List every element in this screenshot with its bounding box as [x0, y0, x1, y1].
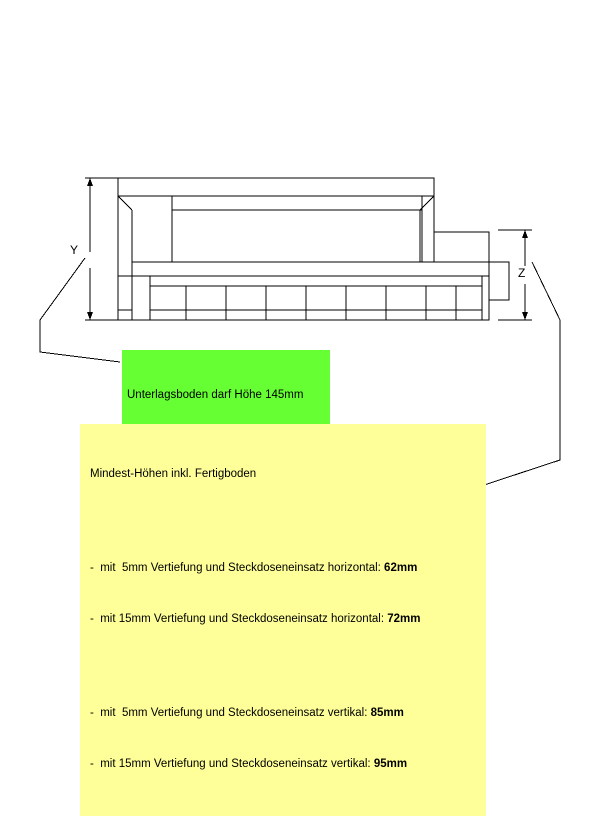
leader-yellow-note	[478, 262, 560, 487]
dimension-y-line	[85, 178, 118, 320]
note-spacer-1	[90, 517, 476, 526]
note-yellow	[80, 424, 486, 816]
note-yellow-row-2-value: 72mm	[387, 613, 421, 625]
note-yellow-row-2-text: - mit 15mm Vertiefung und Steckdoseneinsatz horizontal:	[90, 613, 388, 625]
note-yellow-heading: Mindest-Höhen inkl. Fertigboden	[90, 468, 257, 480]
dimension-label-y: Y	[70, 243, 79, 257]
note-yellow-row-4-text: - mit 15mm Vertiefung und Steckdoseneinsatz vertikal:	[90, 758, 374, 770]
box-body-outline	[118, 178, 509, 320]
note-yellow-row-1	[90, 560, 476, 577]
note-yellow-row-2	[90, 611, 476, 628]
note-yellow-row-1-text: - mit 5mm Vertiefung und Steckdoseneinsatz horizontal:	[90, 562, 385, 574]
box-base-ribs	[118, 262, 489, 320]
note-spacer-2	[90, 662, 476, 671]
note-yellow-row-1-value: 62mm	[384, 562, 418, 574]
note-yellow-row-3-value: 85mm	[370, 707, 404, 719]
note-yellow-row-4-value: 95mm	[373, 758, 408, 770]
dimension-label-z: Z	[518, 266, 526, 280]
note-yellow-row-3-text: - mit 5mm Vertiefung und Steckdoseneinsatz vertikal:	[90, 707, 371, 719]
note-green-line-1: Unterlagsboden darf Höhe 145mm	[127, 389, 304, 401]
note-yellow-row-4	[90, 756, 476, 773]
leader-green-note	[40, 258, 120, 362]
dimension-z-line	[498, 230, 532, 320]
note-yellow-row-3	[90, 705, 476, 722]
